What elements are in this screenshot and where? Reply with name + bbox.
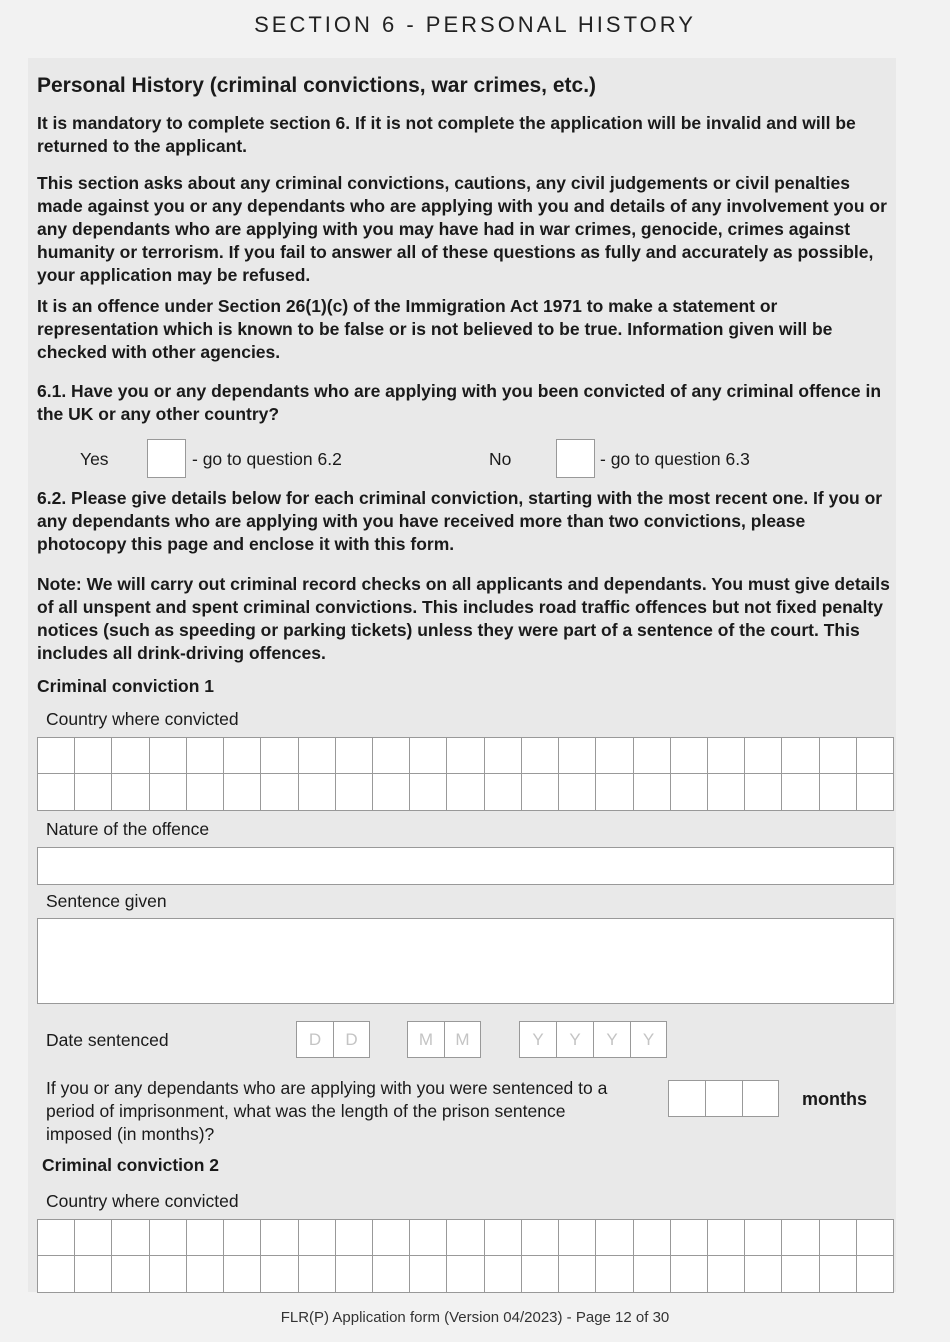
char-cell[interactable] [186,1256,223,1293]
char-cell[interactable] [707,1219,744,1256]
char-cell[interactable] [521,774,558,811]
question-6-1: 6.1. Have you or any dependants who are applying with you been convicted of any criminal offence in the UK or any other country? [37,381,882,424]
conviction-2-title: Criminal conviction 2 [42,1155,219,1175]
char-cell[interactable] [670,774,707,811]
char-cell[interactable] [595,1256,632,1293]
char-cell[interactable] [335,737,372,774]
char-cell[interactable] [335,1256,372,1293]
section-intro: This section asks about any criminal convictions, cautions, any civil judgements or civil penalties made against you or any dependants who are applying with you and details of any involvement you or any dependants who are applying with you may have had in war crimes, genocide, crimes against humanity or terrorism. If you fail to answer all of these questions as fully and accurately as possible, your application may be refused. [37,173,887,285]
char-cell[interactable] [37,1219,74,1256]
char-cell[interactable] [781,1219,818,1256]
conviction-1-country-label: Country where convicted [46,709,239,729]
char-cell[interactable] [595,737,632,774]
char-cell[interactable] [409,774,446,811]
prison-months-group[interactable] [668,1080,779,1117]
year-cell[interactable]: Y [519,1021,556,1058]
char-cell[interactable] [595,774,632,811]
char-cell[interactable] [223,737,260,774]
char-cell[interactable] [446,774,483,811]
char-cell[interactable] [186,737,223,774]
char-cell[interactable] [670,1219,707,1256]
month-cell[interactable]: M [444,1021,481,1058]
char-cell[interactable] [409,1256,446,1293]
no-checkbox[interactable] [556,439,595,478]
char-cell[interactable] [484,774,521,811]
char-cell[interactable] [856,1219,894,1256]
char-cell[interactable] [595,1219,632,1256]
char-cell[interactable] [223,1219,260,1256]
char-cell[interactable] [298,1219,335,1256]
date-year-group[interactable] [519,1021,667,1058]
char-cell[interactable] [670,1256,707,1293]
char-cell[interactable] [372,774,409,811]
no-goto-text: - go to question 6.3 [600,449,750,469]
char-cell[interactable] [558,1256,595,1293]
char-cell[interactable] [298,737,335,774]
char-cell[interactable] [223,1256,260,1293]
char-cell[interactable] [521,737,558,774]
char-cell[interactable] [781,737,818,774]
char-cell[interactable] [819,1219,856,1256]
char-cell[interactable] [111,1256,148,1293]
char-cell[interactable] [819,774,856,811]
char-cell[interactable] [521,1219,558,1256]
month-cell[interactable]: M [407,1021,444,1058]
char-cell[interactable] [260,774,297,811]
char-cell[interactable] [521,1256,558,1293]
question-6-2: 6.2. Please give details below for each criminal conviction, starting with the most recent one. If you or any dependants who are applying with you have received more than two convictions, please photocopy this page and enclose it with this form. [37,488,883,554]
record-check-note: Note: We will carry out criminal record checks on all applicants and dependants. You must give details of all unspent and spent criminal convictions. This includes road traffic offences but not fixed penalty notices (such as speeding or parking tickets) unless they were part of a sentence of the court. This includes all drink-driving offences. [37,574,890,663]
conviction-1-title: Criminal conviction 1 [37,676,214,696]
char-cell[interactable] [74,774,111,811]
char-cell[interactable] [298,1256,335,1293]
char-cell[interactable] [819,737,856,774]
months-label: months [802,1089,867,1109]
char-cell[interactable] [744,1256,781,1293]
char-cell[interactable] [781,1256,818,1293]
char-cell[interactable] [37,737,74,774]
yes-checkbox[interactable] [147,439,186,478]
char-cell[interactable] [111,774,148,811]
char-cell[interactable] [633,1219,670,1256]
char-cell[interactable] [707,774,744,811]
conviction-1-country-row-2[interactable] [37,774,894,811]
char-cell[interactable] [819,1256,856,1293]
char-cell[interactable] [260,1256,297,1293]
char-cell[interactable] [633,1256,670,1293]
char-cell[interactable] [149,737,186,774]
char-cell[interactable] [409,1219,446,1256]
char-cell[interactable] [446,1256,483,1293]
date-day-group[interactable] [296,1021,370,1058]
conviction-1-sentence-field[interactable] [37,918,894,1004]
char-cell[interactable] [856,1256,894,1293]
char-cell[interactable] [670,737,707,774]
char-cell[interactable] [37,774,74,811]
char-cell[interactable] [633,737,670,774]
char-cell[interactable] [558,774,595,811]
months-digit-cell[interactable] [668,1080,705,1117]
conviction-1-sentence-label: Sentence given [46,891,167,911]
char-cell[interactable] [260,1219,297,1256]
char-cell[interactable] [856,774,894,811]
conviction-1-nature-field[interactable] [37,847,894,885]
mandatory-note: It is mandatory to complete section 6. If it is not complete the application will be invalid and will be returned to the applicant. [37,113,856,156]
conviction-2-country-row-1[interactable] [37,1219,894,1256]
day-cell[interactable]: D [333,1021,370,1058]
char-cell[interactable] [558,737,595,774]
char-cell[interactable] [186,1219,223,1256]
prison-sentence-question: If you or any dependants who are applying with you were sentenced to a period of imprisonment, what was the length of the prison sentence imposed (in months)? [46,1078,608,1144]
char-cell[interactable] [372,737,409,774]
char-cell[interactable] [707,737,744,774]
conviction-1-nature-label: Nature of the offence [46,819,210,839]
months-digit-cell[interactable] [705,1080,742,1117]
yes-label: Yes [80,449,109,469]
char-cell[interactable] [744,774,781,811]
char-cell[interactable] [149,1256,186,1293]
char-cell[interactable] [111,737,148,774]
char-cell[interactable] [446,737,483,774]
char-cell[interactable] [186,774,223,811]
char-cell[interactable] [744,1219,781,1256]
conviction-1-country-row-1[interactable] [37,737,894,774]
year-cell[interactable]: Y [556,1021,593,1058]
char-cell[interactable] [149,1219,186,1256]
char-cell[interactable] [74,1219,111,1256]
page-footer: FLR(P) Application form (Version 04/2023) - Page 12 of 30 [280,1309,670,1326]
char-cell[interactable] [37,1256,74,1293]
offence-warning: It is an offence under Section 26(1)(c) of the Immigration Act 1971 to make a statement or representation which is known to be false or is not believed to be true. Information given will be checked with other agencies. [37,296,833,362]
char-cell[interactable] [260,737,297,774]
char-cell[interactable] [149,774,186,811]
char-cell[interactable] [111,1219,148,1256]
char-cell[interactable] [335,774,372,811]
char-cell[interactable] [744,737,781,774]
year-cell[interactable]: Y [630,1021,667,1058]
char-cell[interactable] [558,1219,595,1256]
char-cell[interactable] [446,1219,483,1256]
char-cell[interactable] [409,737,446,774]
section-title: SECTION 6 - PERSONAL HISTORY [254,12,696,37]
char-cell[interactable] [335,1219,372,1256]
char-cell[interactable] [74,737,111,774]
char-cell[interactable] [781,774,818,811]
char-cell[interactable] [633,774,670,811]
year-cell[interactable]: Y [593,1021,630,1058]
conviction-1-date-label: Date sentenced [46,1030,169,1050]
char-cell[interactable] [74,1256,111,1293]
page-heading: Personal History (criminal convictions, war crimes, etc.) [37,74,597,97]
date-month-group[interactable] [407,1021,481,1058]
no-label: No [489,449,512,469]
conviction-2-country-label: Country where convicted [46,1191,239,1211]
char-cell[interactable] [484,1219,521,1256]
months-digit-cell[interactable] [742,1080,779,1117]
char-cell[interactable] [707,1256,744,1293]
char-cell[interactable] [223,774,260,811]
conviction-2-country-row-2[interactable] [37,1256,894,1293]
yes-goto-text: - go to question 6.2 [192,449,342,469]
char-cell[interactable] [372,1256,409,1293]
char-cell[interactable] [484,737,521,774]
char-cell[interactable] [484,1256,521,1293]
char-cell[interactable] [372,1219,409,1256]
char-cell[interactable] [856,737,894,774]
char-cell[interactable] [298,774,335,811]
day-cell[interactable]: D [296,1021,333,1058]
